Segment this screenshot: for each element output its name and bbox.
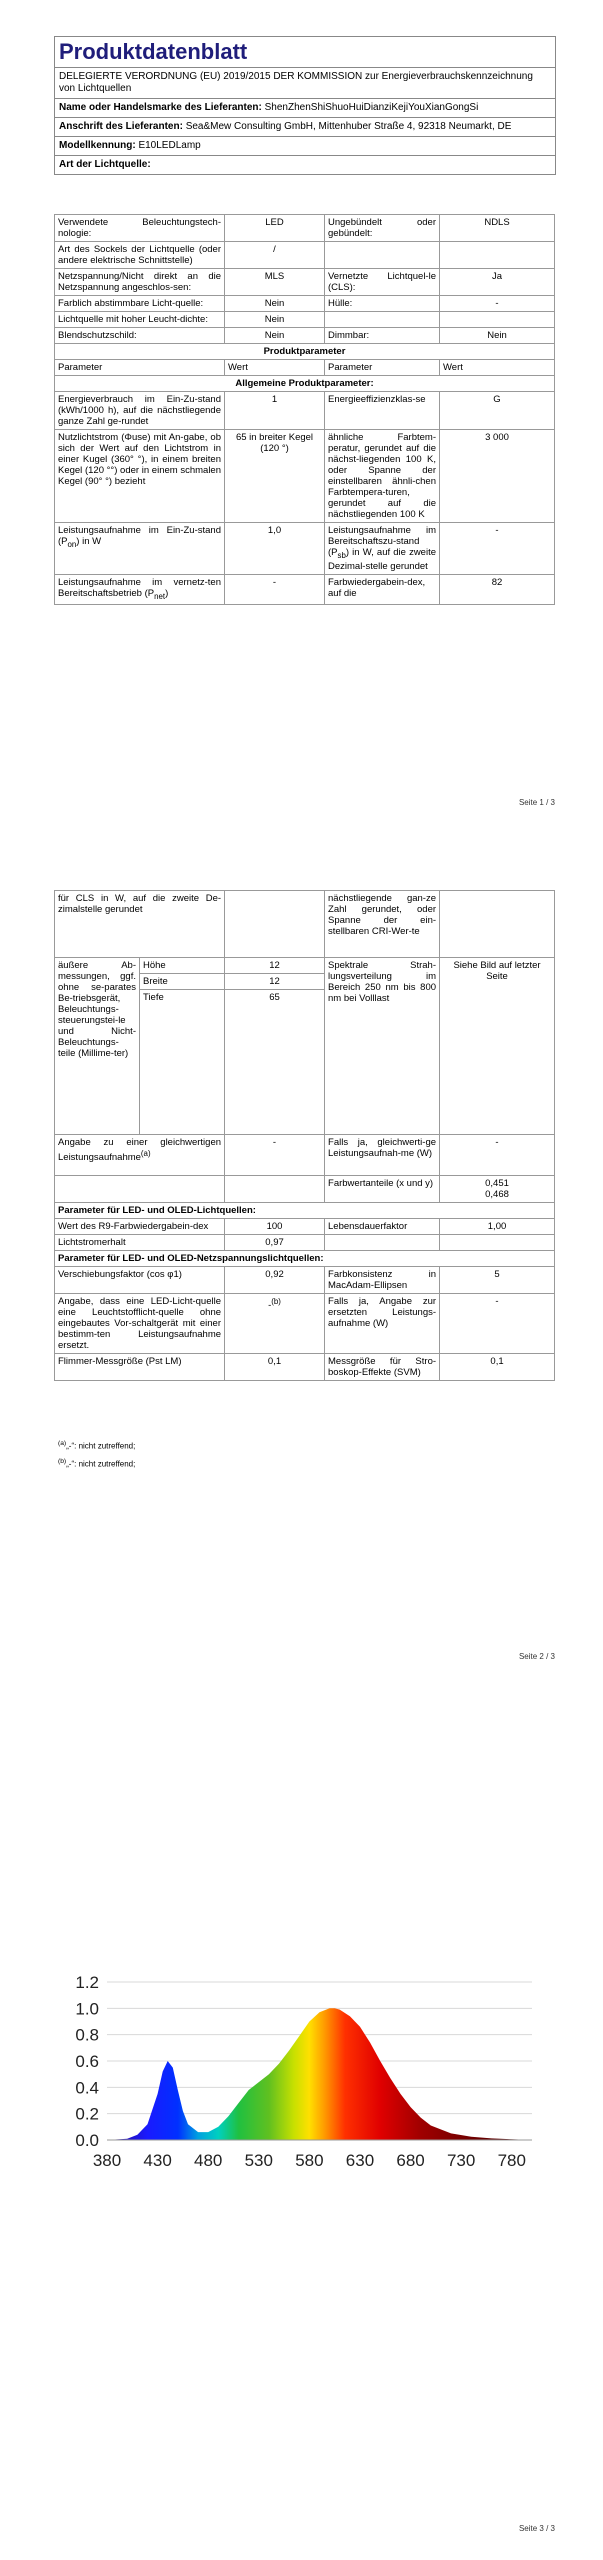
cell	[225, 1176, 325, 1203]
x-tick-label: 580	[295, 2151, 324, 2170]
footnote-a: $^{(a)}$„-“: nicht zutreffend;	[58, 1440, 136, 1451]
cell: Flimmer-Messgröße (Pst LM)	[55, 1354, 225, 1381]
cell: 1,00	[440, 1219, 555, 1235]
table-row	[55, 269, 555, 296]
cell: 0,1	[440, 1354, 555, 1381]
cell: ähnliche Farbtem-peratur, gerundet auf die nächst-liegenden 100 K, oder Spanne der einstellbaren ähnli-chen Farbtempera-turen, gerundet auf die nächstliegenden 100 K	[325, 430, 440, 523]
cell	[225, 891, 325, 958]
cell: Energieverbrauch im Ein-Zu-stand (kWh/1000 h), auf die nächstliegende ganze Zahl ge-rundet	[55, 392, 225, 430]
cell: Energieeffizienzklas-se	[325, 392, 440, 430]
cell: Art des Sockels der Lichtquelle (oder andere elektrische Schnittstelle)	[55, 242, 225, 269]
cell: Nein	[440, 328, 555, 344]
table-header-row	[55, 360, 555, 376]
cell: G	[440, 392, 555, 430]
table-row	[55, 1251, 555, 1267]
cell: Leistungsaufnahme im Ein-Zu-stand $(P_{on})$ in W	[55, 523, 225, 575]
cell: Nutzlichtstrom (Φuse) mit An-gabe, ob sich der Wert auf den Lichtstrom in einer Kugel (360° °), in einem breiten Kegel (120 °°) oder in einem schmalen Kegel (90° °) bezieht	[55, 430, 225, 523]
x-tick-label: 380	[92, 2151, 122, 2170]
y-tick-label: 0.0	[75, 2131, 99, 2150]
table-row	[55, 1235, 555, 1251]
spectral-value: Siehe Bild auf letzter Seite	[440, 958, 555, 1135]
cell: NDLS	[440, 215, 555, 242]
table-row	[55, 1294, 555, 1354]
cell: Leistungsaufnahme im Bereitschaftszu-stand $(P_{sb})$ in W, auf die zweite Dezimal-stelle gerundet	[325, 523, 440, 575]
table-row	[55, 344, 555, 360]
cell	[440, 242, 555, 269]
table-row	[55, 376, 555, 392]
model-label: Modellkennung:	[59, 140, 136, 151]
col-header-param-2: Parameter	[325, 360, 440, 376]
cell: -	[440, 296, 555, 312]
cell	[325, 242, 440, 269]
table-row	[55, 242, 555, 269]
footnote-b: $^{(b)}$„-“: nicht zutreffend;	[58, 1458, 136, 1469]
y-tick-label: 1.2	[75, 1973, 99, 1992]
x-tick-label: 430	[143, 2151, 172, 2170]
cell	[325, 1235, 440, 1251]
cell: MLS	[225, 269, 325, 296]
supplier-name-row	[55, 99, 555, 118]
table-row	[55, 1176, 555, 1203]
cell: Angabe zu einer gleichwertigen Leistungsaufnahme$^{(a)}$	[55, 1135, 225, 1176]
table-row	[55, 958, 555, 974]
regulation-text: DELEGIERTE VERORDNUNG (EU) 2019/2015 DER KOMMISSION zur Energieverbrauchskennzeichnung von Lichtquellen	[55, 68, 555, 99]
cell: Ungebündelt oder gebündelt:	[325, 215, 440, 242]
y-tick-label: 0.4	[75, 2078, 99, 2098]
table-row	[55, 891, 555, 958]
cell: 100	[225, 1219, 325, 1235]
page-1	[0, 0, 603, 820]
cell	[55, 1176, 225, 1203]
mains-heading: Parameter für LED- und OLED-Netzspannungslichtquellen:	[55, 1251, 555, 1267]
cell: Nein	[225, 312, 325, 328]
chroma-x: 0,451	[485, 1178, 509, 1189]
table-row	[55, 1267, 555, 1294]
col-header-param: Parameter	[55, 360, 225, 376]
header-block	[54, 36, 556, 175]
model-id: E10LEDLamp	[138, 140, 201, 151]
x-tick-label: 780	[497, 2151, 526, 2170]
page-2	[0, 880, 603, 1680]
cell: 1,0	[225, 523, 325, 575]
cell: /	[225, 242, 325, 269]
cell: Wert des R9-Farbwiedergabein-dex	[55, 1219, 225, 1235]
cell: Leistungsaufnahme im vernetz-ten Bereitschaftsbetrieb $(P_{net})$	[55, 574, 225, 604]
cell: Farbwertanteile (x und y)	[325, 1176, 440, 1203]
supplier-address-row	[55, 118, 555, 137]
chroma-y: 0,468	[485, 1189, 509, 1200]
spectral-label: Spektrale Strah-lungsverteilung im Bereich 250 nm bis 800 nm bei Volllast	[325, 958, 440, 1135]
cell: Nein	[225, 296, 325, 312]
supplier-address-label: Anschrift des Lieferanten:	[59, 121, 183, 132]
page-number: Seite 3 / 3	[518, 2524, 555, 2533]
cell: -	[440, 1294, 555, 1354]
y-tick-label: 0.6	[75, 2052, 99, 2071]
cell: -	[440, 1135, 555, 1176]
cell: 65 in breiter Kegel (120 °)	[225, 430, 325, 523]
cell	[440, 891, 555, 958]
cell: Farbwiedergabein-dex, auf die	[325, 574, 440, 604]
table-row	[55, 392, 555, 430]
cell: -	[225, 1135, 325, 1176]
lightsource-heading-row	[55, 156, 555, 174]
table-row	[55, 1219, 555, 1235]
dimensions-label: äußere Ab-messungen, ggf. ohne se-parates Be-triebsgerät, Beleuchtungs-steuerungstei-le und Nicht-Beleuchtungs-teile (Millime-ter)	[55, 958, 140, 1135]
table-row	[55, 328, 555, 344]
cell: Angabe, dass eine LED-Licht-quelle eine Leuchtstofflicht-quelle ohne eingebautes Vor-schaltgerät mit einer bestimm-ten Leistungsaufnahme ersetzt.	[55, 1294, 225, 1354]
cell: 82	[440, 574, 555, 604]
cell	[440, 312, 555, 328]
page-title: Produktdatenblatt	[55, 37, 555, 68]
y-tick-label: 0.8	[75, 2025, 99, 2045]
dim-label: Höhe	[140, 958, 225, 974]
cell: Verwendete Beleuchtungstech-nologie:	[55, 215, 225, 242]
x-tick-label: 630	[345, 2151, 375, 2170]
dim-value: 65	[225, 990, 325, 1135]
produktparameter-heading: Produktparameter	[55, 344, 555, 360]
cell: 0,1	[225, 1354, 325, 1381]
cell: Falls ja, Angabe zur ersetzten Leistungs-aufnahme (W)	[325, 1294, 440, 1354]
model-row	[55, 137, 555, 156]
table-row	[55, 430, 555, 523]
cell: Lebensdauerfaktor	[325, 1219, 440, 1235]
dim-value: 12	[225, 958, 325, 974]
cell	[440, 1235, 555, 1251]
spectrum-chart	[52, 1970, 552, 2200]
cell: Hülle:	[325, 296, 440, 312]
supplier-name: ShenZhenShiShuoHuiDianziKejiYouXianGongSi	[264, 102, 479, 113]
cell: Lichtstromerhalt	[55, 1235, 225, 1251]
cell: Blendschutzschild:	[55, 328, 225, 344]
table-row	[55, 215, 555, 242]
cell: 0,97	[225, 1235, 325, 1251]
dim-value: 12	[225, 974, 325, 990]
cell: Vernetzte Lichtquel-le (CLS):	[325, 269, 440, 296]
cell: -$^{(b)}$	[225, 1294, 325, 1354]
dim-label: Tiefe	[140, 990, 225, 1135]
cell: Lichtquelle mit hoher Leucht-dichte:	[55, 312, 225, 328]
cell: Farblich abstimmbare Licht-quelle:	[55, 296, 225, 312]
cell: für CLS in W, auf die zweite De-zimalstelle gerundet	[55, 891, 225, 958]
supplier-name-label: Name oder Handelsmarke des Lieferanten:	[59, 102, 262, 113]
col-header-wert: Wert	[225, 360, 325, 376]
allgemeine-heading: Allgemeine Produktparameter:	[55, 376, 555, 392]
dim-label: Breite	[140, 974, 225, 990]
col-header-wert-2: Wert	[440, 360, 555, 376]
cell: Ja	[440, 269, 555, 296]
cell: 0,92	[225, 1267, 325, 1294]
page-3	[0, 1710, 603, 2560]
cell: -	[225, 574, 325, 604]
led-heading: Parameter für LED- und OLED-Lichtquellen:	[55, 1203, 555, 1219]
x-tick-label: 680	[396, 2151, 425, 2170]
page-number: Seite 1 / 3	[518, 798, 555, 807]
cell: Farbkonsistenz in MacAdam-Ellipsen	[325, 1267, 440, 1294]
table-row	[55, 312, 555, 328]
cell	[325, 312, 440, 328]
x-tick-label: 730	[446, 2151, 476, 2170]
cell: Nein	[225, 328, 325, 344]
lightsource-table	[54, 214, 555, 605]
cell: nächstliegende gan-ze Zahl gerundet, oder Spanne der ein-stellbaren CRI-Wer-te	[325, 891, 440, 958]
spectrum-area	[107, 2008, 532, 2140]
cell: Dimmbar:	[325, 328, 440, 344]
cell: -	[440, 523, 555, 575]
cell: Verschiebungsfaktor (cos φ1)	[55, 1267, 225, 1294]
cell: 5	[440, 1267, 555, 1294]
parameter-table-continued	[54, 890, 555, 1381]
chroma-values	[440, 1176, 555, 1203]
cell: 1	[225, 392, 325, 430]
cell: Falls ja, gleichwerti-ge Leistungsaufnah-me (W)	[325, 1135, 440, 1176]
x-tick-label: 530	[244, 2151, 273, 2170]
table-row	[55, 296, 555, 312]
table-row	[55, 1203, 555, 1219]
page-number: Seite 2 / 3	[518, 1652, 555, 1661]
lightsource-label: Art der Lichtquelle:	[59, 159, 151, 170]
table-row	[55, 523, 555, 575]
cell: 3 000	[440, 430, 555, 523]
cell: LED	[225, 215, 325, 242]
table-row	[55, 574, 555, 604]
table-row	[55, 1135, 555, 1176]
y-tick-label: 1.0	[75, 1999, 99, 2019]
x-tick-label: 480	[194, 2151, 223, 2170]
cell: Messgröße für Stro-boskop-Effekte (SVM)	[325, 1354, 440, 1381]
table-row	[55, 1354, 555, 1381]
supplier-address: Sea&Mew Consulting GmbH, Mittenhuber Straße 4, 92318 Neumarkt, DE	[185, 121, 512, 132]
cell: Netzspannung/Nicht direkt an die Netzspannung angeschlos-sen:	[55, 269, 225, 296]
y-tick-label: 0.2	[75, 2104, 99, 2124]
